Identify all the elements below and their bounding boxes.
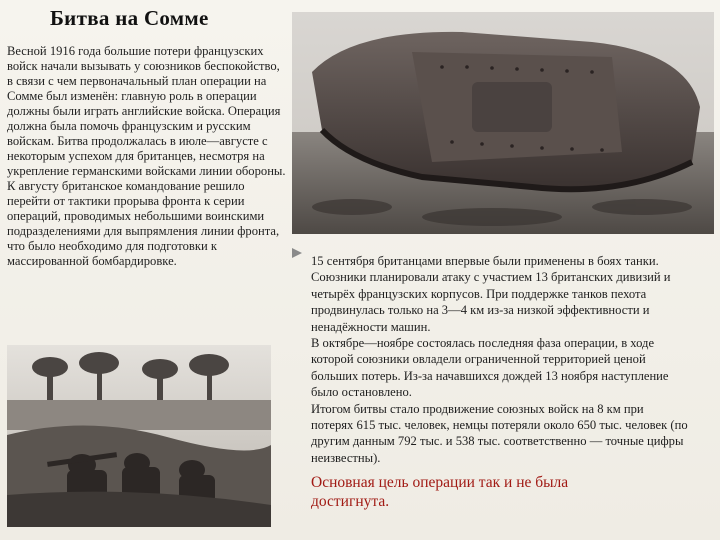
tank-image <box>292 12 714 234</box>
tank-photo <box>292 12 714 234</box>
left-paragraph: Весной 1916 года большие потери французских войск начали вызывать у союзников беспокойство, в связи с чем первоначальный план операции на Сомме был изменён: главную роль в операции должны были играть английские войска. Операция должна была помочь французским и русским войскам. Битва продолжалась в июле—августе с некоторым успехом для британцев, несмотря на укрепление германскими войсками линии обороны. К августу британское командование решило перейти от тактики прорыва фронта к серии операций, проводимых небольшими воинскими подразделениями для выпрямления линии фронта, что было необходимо для подготовки к массированной бомбардировке. <box>7 44 286 268</box>
right-paragraph-tanks: 15 сентября британцами впервые были применены в боях танки. Союзники планировали атаку с участием 13 британских дивизий и четырёх французских корпусов. При поддержке танков пехота продвинулась только на 3—4 км из-за низкой эффективности и ненадёжности машин. <box>311 254 671 334</box>
right-paragraph-final-phase: В октябре—ноябре состоялась последняя фаза операции, в ходе которой союзники овладели ограниченной территорией ценой больших потерь. Из-за начавшихся дождей 13 ноября наступление было остановлено. <box>311 336 669 400</box>
trench-soldiers-photo <box>7 345 271 527</box>
trench-image <box>7 345 271 527</box>
slide-title: Битва на Сомме <box>50 6 209 30</box>
conclusion-text: Основная цель операции так и не была достигнута. <box>311 474 569 510</box>
right-text-block <box>311 253 689 466</box>
bullet-arrow-icon <box>290 246 304 260</box>
right-paragraph-result: Итогом битвы стало продвижение союзных войск на 8 км при потерях 615 тыс. человек, немцы потеряли около 650 тыс. человек (по другим данным 792 тыс. и 538 тыс. соответственно — точные цифры неизвестны). <box>311 401 688 465</box>
